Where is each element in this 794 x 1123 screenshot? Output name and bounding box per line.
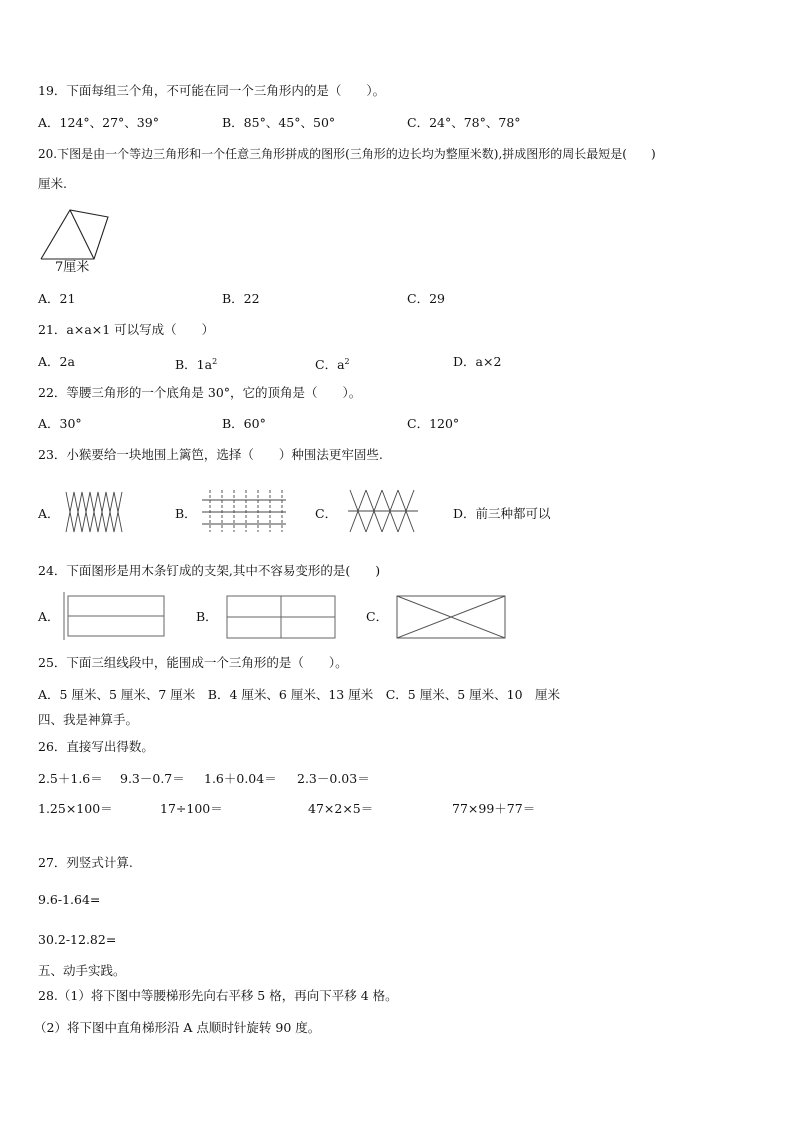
q26-item: 2.5＋1.6＝	[38, 771, 103, 786]
q21-option-d: D．a×2	[453, 354, 502, 369]
q21-option-c-text: C．a	[315, 357, 345, 372]
question-21-text: 21．a×a×1 可以写成（ ）	[38, 322, 215, 337]
q26-item: 1.6＋0.04＝	[204, 771, 277, 786]
q20-option-b: B．22	[222, 291, 260, 306]
q23-fence-c-svg	[346, 488, 420, 534]
q20-figure-label: 7厘米	[55, 260, 90, 275]
question-20-text-line2: 厘米.	[38, 176, 67, 191]
question-25-text: 25．下面三组线段中，能围成一个三角形的是（ ）。	[38, 655, 348, 670]
q20-option-a: A．21	[38, 291, 76, 306]
q26-item: 47×2×5＝	[308, 801, 374, 816]
section-4-heading: 四、我是神算手。	[38, 712, 139, 727]
question-20-text-line1: 20.下图是由一个等边三角形和一个任意三角形拼成的图形(三角形的边长均为整厘米数),拼成图形的周长最短是( )	[38, 147, 656, 161]
q21-option-c-superscript: 2	[344, 357, 350, 366]
q21-option-b-superscript: 2	[212, 357, 218, 366]
q22-option-b: B．60°	[222, 416, 266, 431]
q19-option-a: A．124°、27°、39°	[38, 115, 159, 130]
q21-option-b-text: B．1a	[175, 357, 213, 372]
question-27-text: 27．列竖式计算.	[38, 855, 133, 870]
question-28-part2: （2）将下图中直角梯形沿 A 点顺时针旋转 90 度。	[34, 1020, 321, 1035]
q24-frame-b-figure	[225, 594, 337, 640]
q23-option-d: D．前三种都可以	[453, 506, 551, 521]
q25-options: A．5 厘米、5 厘米、7 厘米 B．4 厘米、6 厘米、13 厘米 C．5 厘米、5 厘米、10 厘米	[38, 687, 561, 702]
question-22-text: 22．等腰三角形的一个底角是 30°，它的顶角是（ ）。	[38, 385, 362, 400]
q19-option-b: B．85°、45°、50°	[222, 115, 336, 130]
q23-fence-b-svg	[200, 488, 288, 534]
q23-option-a: A．	[38, 506, 60, 521]
q26-item: 1.25×100＝	[38, 801, 113, 816]
q24-frame-a-svg	[62, 592, 168, 640]
q21-option-c	[315, 354, 350, 373]
q19-option-c: C．24°、78°、78°	[407, 115, 521, 130]
question-26-text: 26．直接写出得数。	[38, 739, 154, 754]
q21-option-b	[175, 354, 217, 373]
q23-fence-c-figure	[346, 488, 420, 534]
question-19-text: 19．下面每组三个角，不可能在同一个三角形内的是（ ）。	[38, 83, 386, 98]
q24-frame-c-figure	[395, 594, 507, 640]
q23-fence-b-figure	[200, 488, 288, 534]
q26-item: 77×99＋77＝	[452, 801, 536, 816]
q24-option-b: B．	[196, 609, 218, 624]
section-5-heading: 五、动手实践。	[38, 963, 126, 978]
q26-item: 17÷100＝	[160, 801, 223, 816]
q24-frame-b-svg	[225, 594, 337, 640]
q27-item: 30.2-12.82=	[38, 932, 117, 947]
q23-option-b: B．	[175, 506, 197, 521]
q24-option-c: C．	[366, 609, 389, 624]
q20-option-c: C．29	[407, 291, 445, 306]
q23-fence-a-svg	[64, 490, 126, 534]
q24-frame-c-svg	[395, 594, 507, 640]
q21-option-a: A．2a	[38, 354, 75, 369]
q26-item: 2.3－0.03＝	[297, 771, 370, 786]
q23-option-c: C．	[315, 506, 338, 521]
q24-option-a: A．	[38, 609, 60, 624]
q22-option-c: C．120°	[407, 416, 460, 431]
q26-item: 9.3－0.7＝	[120, 771, 185, 786]
question-24-text: 24．下面图形是用木条钉成的支架,其中不容易变形的是( )	[38, 563, 381, 578]
question-23-text: 23．小猴要给一块地围上篱笆，选择（ ）种围法更牢固些.	[38, 447, 383, 462]
q22-option-a: A．30°	[38, 416, 82, 431]
q23-fence-a-figure	[64, 490, 126, 534]
q27-item: 9.6-1.64=	[38, 892, 101, 907]
question-28-part1: 28.（1）将下图中等腰梯形先向右平移 5 格，再向下平移 4 格。	[38, 988, 398, 1003]
q24-frame-a-figure	[62, 592, 168, 640]
